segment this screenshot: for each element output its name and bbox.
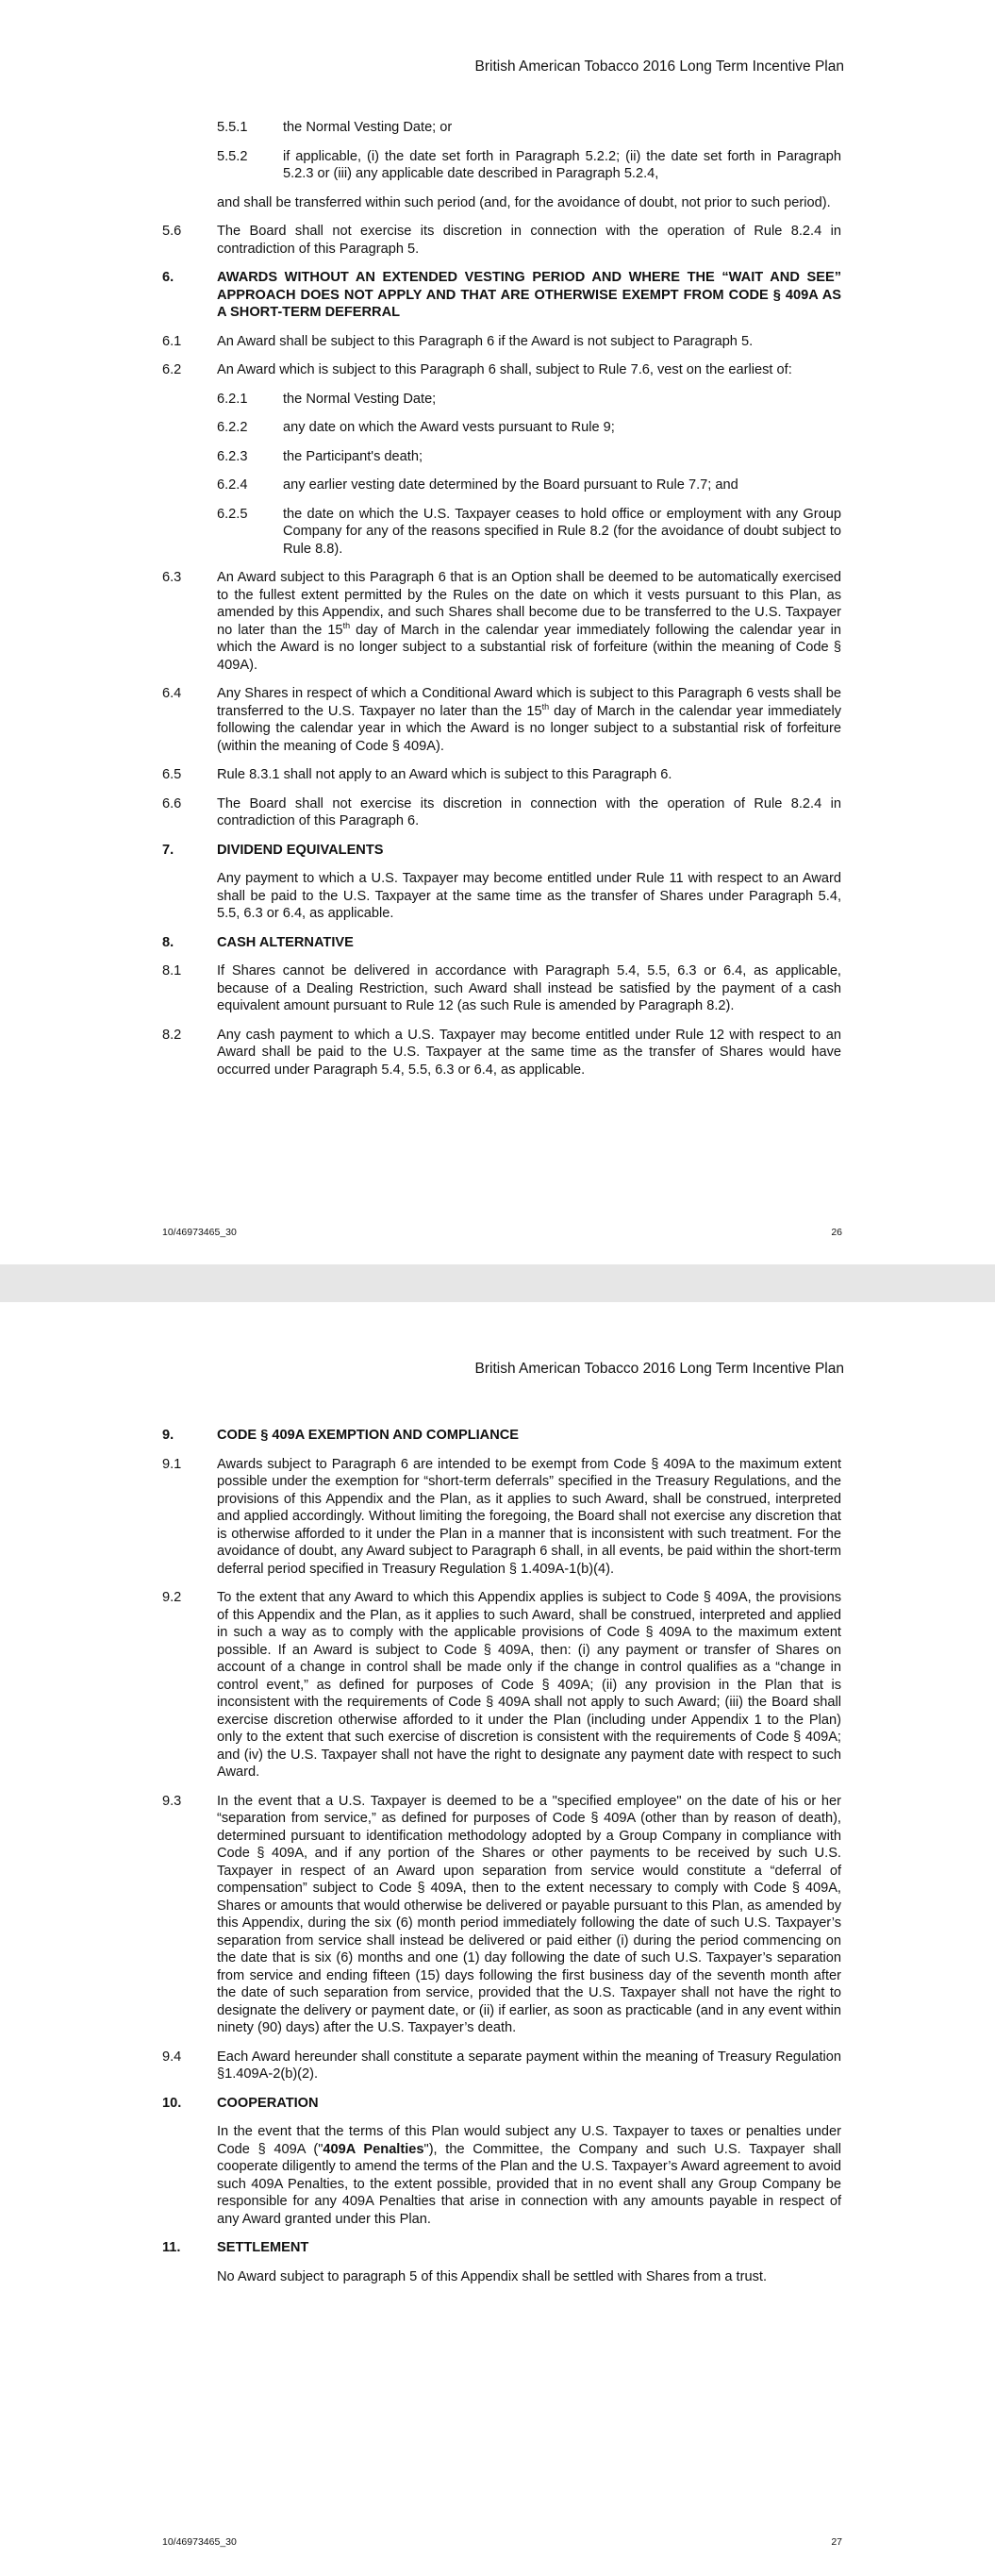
section-11-body: No Award subject to paragraph 5 of this Appendix shall be settled with Shares from a trust. <box>217 2268 767 2284</box>
clause-9-2: 9.2 To the extent that any Award to which this Appendix applies is subject to Code § 409A, the provisions of this Appendix and the Plan, as it applies to such Award, shall be construed, interpreted and applied in such a way as to comply with the applicable provisions of Code § 409A to the maximum extent possible. If an Award is subject to Code § 409A, then: (i) any payment or transfer of Shares on account of a change in control shall be made only if the change in control qualifies as a “change in control event,” as defined for purposes of Code § 409A; (ii) any provision in the Plan that is inconsistent with the requirements of Code § 409A shall not apply to such Award; (iii) the Board shall exercise discretion otherwise afforded to it under the Plan (including under Appendix 1 to the Plan) only to the extent that such exercise of discretion is consistent with the requirements of Code § 409A; and (iv) the U.S. Taxpayer shall not have the right to designate any payment date with respect to such Award. <box>162 1590 841 1780</box>
section-7-heading: 7. DIVIDEND EQUIVALENTS <box>162 842 384 858</box>
document-page-26 <box>0 0 995 1264</box>
document-page-27 <box>0 1302 995 2576</box>
footer-reference: 10/46973465_30 <box>162 2536 237 2548</box>
clause-6-4: 6.4 Any Shares in respect of which a Conditional Award which is subject to this Paragraph 6 vests shall be transferred to the U.S. Taxpayer no later than the 15th day of March in the calendar year immediately following the calendar year in which the Award is no longer subject to a substantial risk of forfeiture (within the meaning of Code § 409A). <box>162 686 841 754</box>
clause-6-2-2: 6.2.2 any date on which the Award vests pursuant to Rule 9; <box>217 420 615 435</box>
clause-5-5-continuation: and shall be transferred within such period (and, for the avoidance of doubt, not prior to such period). <box>217 194 831 210</box>
clause-6-5: 6.5 Rule 8.3.1 shall not apply to an Award which is subject to this Paragraph 6. <box>162 767 672 782</box>
section-11-heading: 11. SETTLEMENT <box>162 2240 309 2255</box>
clause-5-5-1: 5.5.1 the Normal Vesting Date; or <box>217 120 453 135</box>
section-10-heading: 10. COOPERATION <box>162 2095 319 2111</box>
page-header-title: British American Tobacco 2016 Long Term Incentive Plan <box>474 59 844 75</box>
page-content <box>162 119 841 1090</box>
clause-9-3: 9.3 In the event that a U.S. Taxpayer is deemed to be a "specified employee" on the date of his or her “separation from service,” as defined for purposes of Code § 409A (other than by reason of death), determined pursuant to identification methodology adopted by a Group Company in compliance with Code § 409A, and if any portion of the Shares or other payments to be received by such U.S. Taxpayer in respect of an Award upon separation from service would constitute a “deferral of compensation” subject to Code § 409A, then to the extent necessary to comply with Code § 409A, Shares or amounts that would otherwise be delivered or payable pursuant to this Plan, as amended by this Appendix, during the six (6) month period immediately following the date of such U.S. Taxpayer’s separation from service shall instead be delivered or paid either (i) during the period commencing on the date that is six (6) months and one (1) day following the date of such U.S. Taxpayer’s separation from service and ending fifteen (15) days following the first business day of the seventh month after the date of such separation from service, provided that the U.S. Taxpayer shall not have the right to designate the delivery or payment date, or (ii) if earlier, as soon as practicable (and in any event within ninety (90) days) after the U.S. Taxpayer’s death. <box>162 1793 841 2035</box>
page-content <box>162 1427 841 2297</box>
clause-5-5-2: 5.5.2 if applicable, (i) the date set forth in Paragraph 5.2.2; (ii) the date set forth in Paragraph 5.2.3 or (iii) any applicable date described in Paragraph 5.2.4, <box>217 148 841 181</box>
clause-6-6: 6.6 The Board shall not exercise its discretion in connection with the operation of Rule 8.2.4 in contradiction of this Paragraph 6. <box>162 795 841 828</box>
clause-6-2-5: 6.2.5 the date on which the U.S. Taxpayer ceases to hold office or employment with any Group Company for any of the reasons specified in Rule 8.2 (for the avoidance of doubt subject to Rule 8.8). <box>217 506 841 557</box>
clause-6-2-3: 6.2.3 the Participant's death; <box>217 448 423 464</box>
section-9-heading: 9. CODE § 409A EXEMPTION AND COMPLIANCE <box>162 1428 520 1443</box>
clause-8-1: 8.1 If Shares cannot be delivered in accordance with Paragraph 5.4, 5.5, 6.3 or 6.4, as applicable, because of a Dealing Restriction, such Award shall instead be satisfied by the payment of a cash equivalent amount pursuant to Rule 12 (as such Rule is amended by Paragraph 8.2). <box>162 963 841 1013</box>
clause-6-2-1: 6.2.1 the Normal Vesting Date; <box>217 391 437 407</box>
clause-8-2: 8.2 Any cash payment to which a U.S. Taxpayer may become entitled under Rule 12 with respect to an Award shall be paid to the U.S. Taxpayer at the same time as the transfer of Shares would have occurred under Paragraph 5.4, 5.5, 6.3 or 6.4, as applicable. <box>162 1027 841 1078</box>
section-8-heading: 8. CASH ALTERNATIVE <box>162 934 354 950</box>
section-6-heading: 6. AWARDS WITHOUT AN EXTENDED VESTING PERIOD AND WHERE THE “WAIT AND SEE” APPROACH DOES NOT APPLY AND THAT ARE OTHERWISE EXEMPT FROM CODE § 409A AS A SHORT-TERM DEFERRAL <box>162 270 841 320</box>
page-number: 27 <box>831 2536 842 2548</box>
clause-9-1: 9.1 Awards subject to Paragraph 6 are intended to be exempt from Code § 409A to the maximum extent possible under the exemption for “short-term deferrals” specified in the Treasury Regulations, and the provisions of this Appendix and the Plan, as it applies to such Award, shall be construed, interpreted and applied accordingly. Without limiting the foregoing, the Board shall not exercise any discretion that is otherwise afforded to it under the Plan in a manner that is inconsistent with such treatment. For the avoidance of doubt, any Award subject to Paragraph 6 shall, in all events, be paid within the short-term deferral period specified in Treasury Regulation § 1.409A-1(b)(4). <box>162 1456 841 1577</box>
clause-6-2-4: 6.2.4 any earlier vesting date determined by the Board pursuant to Rule 7.7; and <box>217 477 738 493</box>
footer-reference: 10/46973465_30 <box>162 1227 237 1238</box>
section-10-body: In the event that the terms of this Plan would subject any U.S. Taxpayer to taxes or penalties under Code § 409A ("409A Penalties"), the Committee, the Company and such U.S. Taxpayer shall cooperate diligently to amend the terms of the Plan and the U.S. Taxpayer’s Award agreement to avoid such 409A Penalties, to the extent possible, provided that in no event shall any Group Company be responsible for any 409A Penalties that arise in connection with any amounts payable in respect of any Award granted under this Plan. <box>217 2124 841 2227</box>
clause-6-2: 6.2 An Award which is subject to this Paragraph 6 shall, subject to Rule 7.6, vest on the earliest of: <box>162 362 792 377</box>
clause-5-6: 5.6 The Board shall not exercise its discretion in connection with the operation of Rule 8.2.4 in contradiction of this Paragraph 5. <box>162 224 841 257</box>
page-number: 26 <box>831 1227 842 1238</box>
clause-6-1: 6.1 An Award shall be subject to this Paragraph 6 if the Award is not subject to Paragraph 5. <box>162 333 754 349</box>
section-7-body: Any payment to which a U.S. Taxpayer may become entitled under Rule 11 with respect to an Award shall be paid to the U.S. Taxpayer at the same time as the transfer of Shares under Paragraph 5.4, 5.5, 6.3 or 6.4, as applicable. <box>217 871 841 921</box>
page-header-title: British American Tobacco 2016 Long Term Incentive Plan <box>474 1361 844 1377</box>
clause-9-4: 9.4 Each Award hereunder shall constitute a separate payment within the meaning of Treasury Regulation §1.409A-2(b)(2). <box>162 2049 841 2082</box>
clause-6-3: 6.3 An Award subject to this Paragraph 6 that is an Option shall be deemed to be automatically exercised to the fullest extent permitted by the Rules on the date on which it vests pursuant to this Plan, as amended by this Appendix, and such Shares shall become due to be transferred to the U.S. Taxpayer no later than the 15th day of March in the calendar year immediately following the calendar year in which the Award is no longer subject to a substantial risk of forfeiture (within the meaning of Code § 409A). <box>162 570 842 673</box>
